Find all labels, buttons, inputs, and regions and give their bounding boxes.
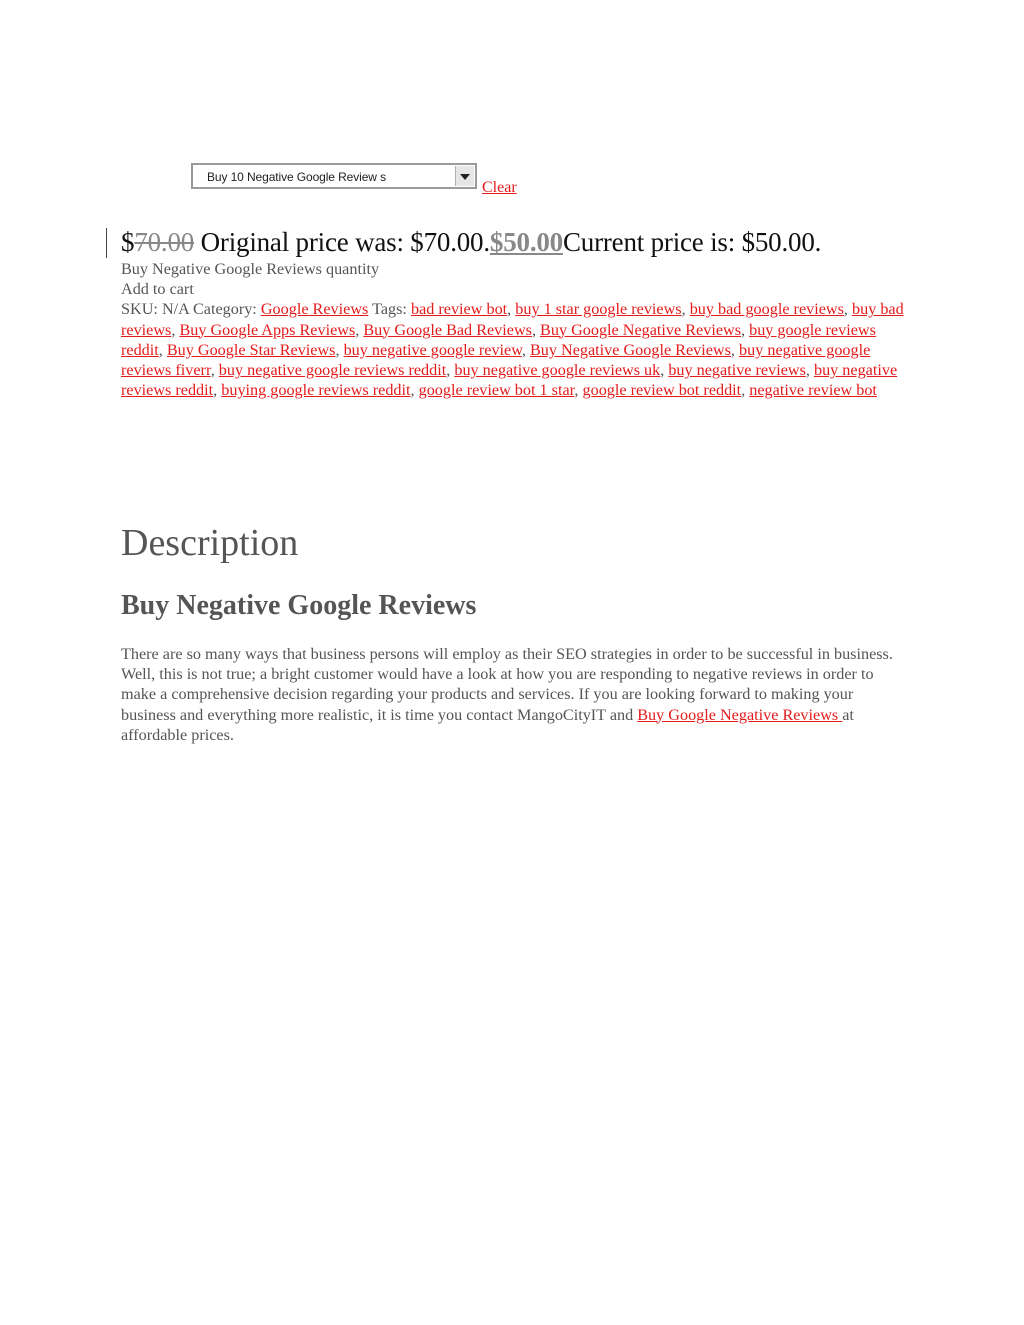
tag-link[interactable]: google review bot 1 star (418, 381, 575, 400)
sku-value: N/A (161, 300, 189, 319)
tag-link[interactable]: buy negative reviews reddit (121, 361, 898, 400)
chevron-down-icon[interactable] (455, 166, 474, 186)
tag-link[interactable]: buy negative reviews (668, 361, 806, 380)
new-price-text: Current price is: $50.00. (562, 227, 822, 257)
new-price[interactable]: $50.00 (489, 227, 563, 257)
old-price: 70.00 (134, 227, 195, 257)
tag-link[interactable]: google review bot reddit (582, 381, 742, 400)
price-line (121, 227, 821, 258)
description-subheading: Buy Negative Google Reviews (121, 590, 477, 621)
sku-label: SKU: (121, 300, 158, 319)
tag-link[interactable]: Buy Negative Google Reviews (529, 340, 731, 359)
tag-link[interactable]: buy negative google reviews fiverr (121, 340, 871, 380)
tag-link[interactable]: buy negative google reviews reddit (218, 361, 447, 380)
currency-symbol: $ (121, 227, 135, 257)
variation-select-value: Buy 10 Negative Google Review s (207, 170, 386, 184)
tag-link[interactable]: Buy Google Star Reviews (166, 340, 336, 359)
tag-link[interactable]: bad review bot (410, 300, 508, 319)
tag-link[interactable]: Buy Google Negative Reviews (540, 320, 741, 339)
add-to-cart-button[interactable]: Add to cart (121, 280, 194, 299)
buy-google-negative-reviews-link[interactable]: Buy Google Negative Reviews (637, 705, 843, 724)
product-meta-line (121, 299, 911, 400)
text-caret (106, 228, 107, 258)
tag-link[interactable]: buy bad google reviews (689, 300, 844, 319)
tag-link[interactable]: negative review bot (749, 381, 877, 400)
tags-label: Tags: (372, 300, 407, 319)
variation-select[interactable] (191, 163, 477, 189)
tag-list: bad review bot, buy 1 star google reviews, buy bad google reviews, buy bad reviews, Buy Google Apps Reviews, Buy Google Bad Reviews, Buy Google Negative Reviews, buy google reviews reddit, Buy Google Star Reviews, buy negative google review, Buy Negative Google Reviews, buy negative google reviews fiverr, buy negative google reviews reddit, buy negative google reviews uk, buy negative reviews, buy negative reviews reddit, buying google reviews reddit, google review bot 1 star, google review bot reddit, negative review bot (121, 300, 904, 400)
quantity-label: Buy Negative Google Reviews quantity (121, 260, 380, 278)
product-meta (121, 259, 911, 400)
category-label: Category: (192, 300, 257, 319)
tag-link[interactable]: Buy Google Bad Reviews (363, 320, 532, 339)
category-link[interactable]: Google Reviews (260, 300, 369, 319)
old-price-text: Original price was: $70.00. (194, 227, 490, 257)
tag-link[interactable]: buy google reviews reddit (121, 320, 876, 359)
tag-link[interactable]: buying google reviews reddit (221, 381, 411, 400)
description-body (121, 644, 911, 745)
tag-link[interactable]: buy bad reviews (121, 300, 904, 339)
description-text: There are so many ways that business persons will employ as their SEO strategies in order to be successful in business. Well, this is not true; a bright customer would have a look at how you are responding to negative reviews in order to make a comprehensive decision regarding your products and services. If you are looking forward to making your business and everything more realistic, it is time you contact MangoCityIT and (121, 645, 893, 724)
tag-link[interactable]: buy 1 star google reviews (515, 300, 682, 319)
clear-variation-link[interactable]: Clear (482, 179, 517, 196)
tag-link[interactable]: buy negative google reviews uk (454, 361, 661, 380)
description-tail: at affordable prices. (121, 705, 854, 744)
description-heading: Description (121, 522, 299, 564)
tag-link[interactable]: buy negative google review (343, 340, 522, 359)
tag-link[interactable]: Buy Google Apps Reviews (179, 320, 356, 339)
